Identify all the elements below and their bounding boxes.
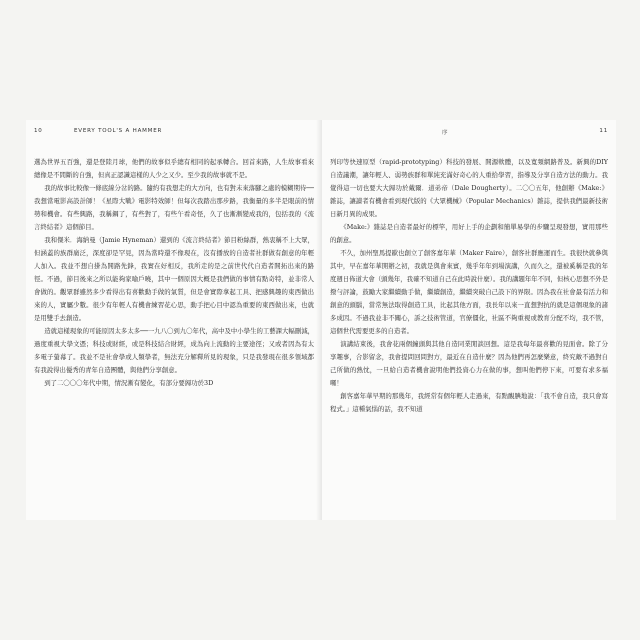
- right-page-number: 11: [599, 128, 608, 134]
- left-page-body: [34, 156, 314, 510]
- left-running-head: EVERY TOOL'S A HAMMER: [74, 128, 163, 134]
- paragraph: 演講結束後，我會花兩個鐘頭與其他自造同業閒談回想。這是我每年最喜歡的見面會。除了分享趣事，合影留念，我會提問回問對方，最近在自造什麼？因為他們再怎麼樂意，終究敵不過對自己所做的熱忱，一旦給自造者機會說明他們投資心力在做的事，想叫他們停下來，可要有求多福囉！: [330, 340, 608, 387]
- paragraph: 不久，加州聖馬提歐也創立了創客嘉年華（Maker Faire），創客社群應運而生。我很快就參與其中，早在嘉年華開辦之初，我就是與會來賓，幾乎年年到場演講，久而久之，還被奚稱是我的年度週日佈道大會（頭幾年，我確不知道自己在此時說什麼）。我的講題年年不同，但核心思想不外是撥勻評論，鼓勵大家繼續動手做，繼續創造，繼續突破自己設下的界限。因為我在社會最有活力和創意的頭腦，當常無法取得創造工具，比起其他方面，我長年以來一直想對抗的就是這個現象的諸多成因。不過我並非不關心，訴之技術管道，官僚僵化，社區不夠重視或教育分配不均，我不管，這個世代需要更多的自造者。: [330, 249, 608, 335]
- right-running-head: 序: [442, 130, 449, 136]
- paragraph: 列印等快速原型（rapid-prototyping）科技的發展、開源軟體，以及寬頻網路普及。新興的DIY自造議潮，讓年輕人、弱勢族群和單純充滿好奇心的人重拾學習，指導及分享自造方法的動力。我覺得這一切也要大大歸功於戴爾．道弟帝（Dale Dougherty）。二〇〇五年，他創辦《Make:》雜誌，讓讀者有機會看到現代版的《大眾機械》（Popular Mechanics）雜誌，提供我們最新技術日新月異的成果。: [330, 158, 608, 218]
- paragraph: 到了二〇〇〇年代中期，情況漸有變化，有部分要歸功於3D: [44, 379, 214, 387]
- paragraph: 《Make:》雜誌是自造者最好的標竿，用好上手的企劃和簡單易學的步驟呈現發想，實用那些的創意。: [330, 223, 608, 244]
- right-page-header: [330, 128, 608, 138]
- left-page: [26, 120, 322, 520]
- right-page: [322, 120, 616, 520]
- paragraph: 我和傑米．海納曼（Jamie Hyneman）還到的《流言終結者》節目粉絲群，熱衷稱不上大眾，但涵蓋的族群廣泛，深度卻是罕見，因為當時還不像現在，沒有播放的自造者社群做有創意的年輕人加入。我並不想自掛為開路先鋒，我實在好相反，我所走的是之前世代代自造者開拓出來的路徑。不過，節目後來之所以能夠家喻戶曉，其中一個原因大概是我們做的事情有點奇特，並非常人會做的。觀眾群雖然多少看得出有喜歡動手做的氣質，但是會實際拿起工具、把感興趣的東西做出來的人，實屬少數。很少有年輕人有機會練習花心思，動手把心目中認為重要的東西做出來，也就是用雙手去創造。: [34, 236, 314, 322]
- left-page-header: [34, 128, 314, 138]
- paragraph: 造就這樣現象的可能原因太多太多──一九八〇到九〇年代，高中及中小學生的工藝課大幅刪減，過度重視大學文憑；科技或財經，或是科技結合財經，成為向上流動的主要途徑；又或者因為有太多電子螢幕了。我並不是社會學或人類學者，無法充分解釋所見的現象，只是我發現在很多領域都有我說得出優秀的青年自造團體，與他們分享創意。: [34, 327, 314, 374]
- paragraph: 選為世界五百強，還是登陸月球，他們的故事似乎總有相同的起承轉合。回首來路，人生故事看來總像是不間斷的自強，但真正認識這樣的人少之又少。至少我的故事就不是。: [34, 158, 314, 179]
- right-page-body: [330, 156, 608, 510]
- paragraph: 創客嘉年華早期的那幾年，我經常有個年輕人走過來，有點靦腆地說：「我不會自造，我只會寫程式。」這種氣惱的話，我不知道: [330, 392, 608, 413]
- paragraph: 我的故事比較像一條底線分岔的路。隨約有我想走的大方向，也有對未來落腳之處的模糊期待──我想當電影高設計師！《星際大戰》電影特效師！但每次我踏出那步路，我衡量的多半是眼前的情勢和機會。有些興路，我稱鋼了，有些對了，有些午看奇怪，久了也漸漸變成我的，包括我的《流言終結者》這個節目。: [34, 184, 314, 231]
- left-page-number: 10: [34, 128, 43, 134]
